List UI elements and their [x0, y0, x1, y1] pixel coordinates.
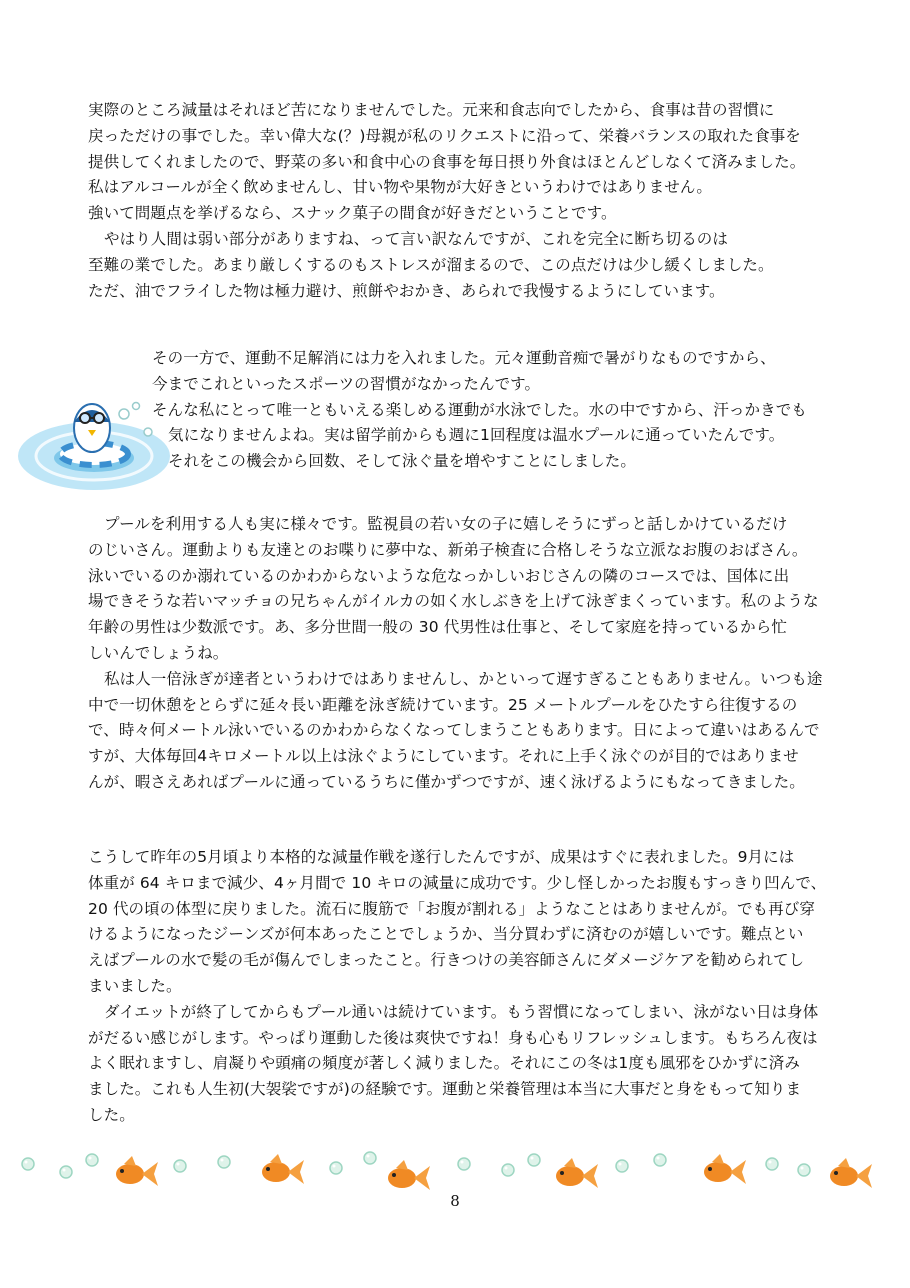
- text-line: まいました。: [88, 976, 182, 995]
- text-line: よく眠れますし、肩凝りや頭痛の頻度が著しく減りました。それにこの冬は1度も風邪をひかずに済み: [88, 1054, 800, 1073]
- bubble-icon: [798, 1164, 810, 1176]
- bubble-icon: [502, 1164, 514, 1176]
- text-line: 20 代の頃の体型に戻りました。流石に腹筋で「お腹が割れる」ようなことはありませんが。でも再び穿: [88, 899, 815, 918]
- penguin-swimmer-illustration-icon: [14, 388, 174, 498]
- text-line: 今までこれといったスポーツの習慣がなかったんです。: [152, 374, 541, 393]
- text-line: 体重が 64 キロまで減少、4ヶ月間で 10 キロの減量に成功です。少し怪しかったお腹もすっきり凹んで、: [88, 873, 827, 892]
- footer-decoration: [18, 1148, 888, 1198]
- bubble-icon: [616, 1160, 628, 1172]
- goldfish-icon: [704, 1154, 746, 1184]
- text-line: すが、大体毎回4キロメートル以上は泳ぐようにしています。それに上手く泳ぐのが目的ではありませ: [88, 747, 799, 766]
- goldfish-icon: [388, 1160, 430, 1190]
- text-line: やはり人間は弱い部分がありますね、って言い訳なんですが、これを完全に断ち切るのは: [104, 229, 729, 248]
- text-line: 実際のところ減量はそれほど苦になりませんでした。元来和食志向でしたから、食事は昔の習慣に: [88, 101, 775, 119]
- text-line: ました。これも人生初(大袈裟ですが)の経験です。運動と栄養管理は本当に大事だと身をもって知りま: [88, 1080, 802, 1099]
- text-line: 強いて問題点を挙げるなら、スナック菓子の間食が好きだということです。: [88, 204, 617, 223]
- bubble-icon: [174, 1160, 186, 1172]
- bubble-icon: [528, 1154, 540, 1166]
- text-line: で、時々何メートル泳いでいるのかわからなくなってしまうこともあります。日によって違いはあるんで: [88, 721, 820, 740]
- text-line: しいんでしょうね。: [88, 643, 229, 662]
- bubble-icon: [330, 1162, 342, 1174]
- text-line: ダイエットが終了してからもプール通いは続けています。もう習慣になってしまい、泳がない日は身体: [104, 1002, 819, 1021]
- bubble-icon: [218, 1156, 230, 1168]
- text-line: けるようになったジーンズが何本あったことでしょうか、当分買わずに済むのが嬉しいです。難点とい: [88, 925, 804, 944]
- goldfish-icon: [262, 1154, 304, 1184]
- text-line: 私はアルコールが全く飲めませんし、甘い物や果物が大好きというわけではありません。: [88, 178, 713, 197]
- paragraph-pool-people: [88, 512, 848, 796]
- text-line: んが、暇さえあればプールに通っているうちに僅かずつですが、速く泳げるようにもなってきました。: [88, 772, 805, 791]
- bubble-icon: [654, 1154, 666, 1166]
- text-line: のじいさん。運動よりも友達とのお喋りに夢中な、新弟子検査に合格しそうな立派なお腹のおばさん。: [88, 540, 808, 559]
- text-line: えばプールの水で髪の毛が傷んでしまったこと。行きつけの美容師さんにダメージケアを勧められてし: [88, 951, 805, 970]
- bubble-icon: [86, 1154, 98, 1166]
- goldfish-icon: [116, 1156, 158, 1186]
- text-line: 場できそうな若いマッチョの兄ちゃんがイルカの如く水しぶきを上げて泳ぎまくっています。私のような: [88, 592, 819, 611]
- text-line: 提供してくれましたので、野菜の多い和食中心の食事を毎日摂り外食はほとんどしなくて済みました。: [88, 152, 806, 171]
- text-line: そんな私にとって唯一ともいえる楽しめる運動が水泳でした。水の中ですから、汗っかきでも: [152, 400, 807, 419]
- bubble-icon: [22, 1158, 34, 1170]
- bubble-icon: [60, 1166, 72, 1178]
- text-line: がだるい感じがします。やっぱり運動した後は爽快ですね！身も心もリフレッシュします。もちろん夜は: [88, 1028, 818, 1047]
- text-line: こうして昨年の5月頃より本格的な減量作戦を遂行したんですが、成果はすぐに表れました。9月には: [88, 848, 795, 866]
- goldfish-icon: [830, 1158, 872, 1188]
- paragraph-diet: [88, 98, 848, 304]
- bubble-icon: [458, 1158, 470, 1170]
- goldfish-icon: [556, 1158, 598, 1188]
- paragraph-exercise: [152, 346, 832, 475]
- bubble-icon: [766, 1158, 778, 1170]
- text-line: した。: [88, 1105, 135, 1124]
- text-line: 私は人一倍泳ぎが達者というわけではありませんし、かといって遅すぎることもありません。いつも途: [104, 669, 823, 688]
- text-line: 気になりませんよね。実は留学前からも週に1回程度は温水プールに通っていたんです。: [168, 426, 785, 445]
- paragraph-results: [88, 845, 848, 1129]
- text-line: 年齢の男性は少数派です。あ、多分世間一般の 30 代男性は仕事と、そして家庭を持っているから忙: [88, 618, 787, 637]
- text-line: 至難の業でした。あまり厳しくするのもストレスが溜まるので、この点だけは少し緩くしました。: [88, 255, 774, 274]
- text-line: 戻っただけの事でした。幸い偉大な(？)母親が私のリクエストに沿って、栄養バランスの取れた食事を: [88, 126, 801, 145]
- text-line: その一方で、運動不足解消には力を入れました。元々運動音痴で暑がりなものですから、: [152, 349, 776, 367]
- bubble-icon: [364, 1152, 376, 1164]
- text-line: プールを利用する人も実に様々です。監視員の若い女の子に嬉しそうにずっと話しかけているだけ: [104, 515, 788, 533]
- text-line: ただ、油でフライした物は極力避け、煎餅やおかき、あられで我慢するようにしています。: [88, 281, 725, 300]
- text-line: 中で一切休憩をとらずに延々長い距離を泳ぎ続けています。25 メートルプールをひたすら往復するの: [88, 695, 798, 714]
- text-line: 泳いでいるのか溺れているのかわからないような危なっかしいおじさんの隣のコースでは、国体に出: [88, 566, 790, 585]
- text-line: それをこの機会から回数、そして泳ぐ量を増やすことにしました。: [168, 452, 637, 471]
- page-number: 8: [450, 1192, 460, 1210]
